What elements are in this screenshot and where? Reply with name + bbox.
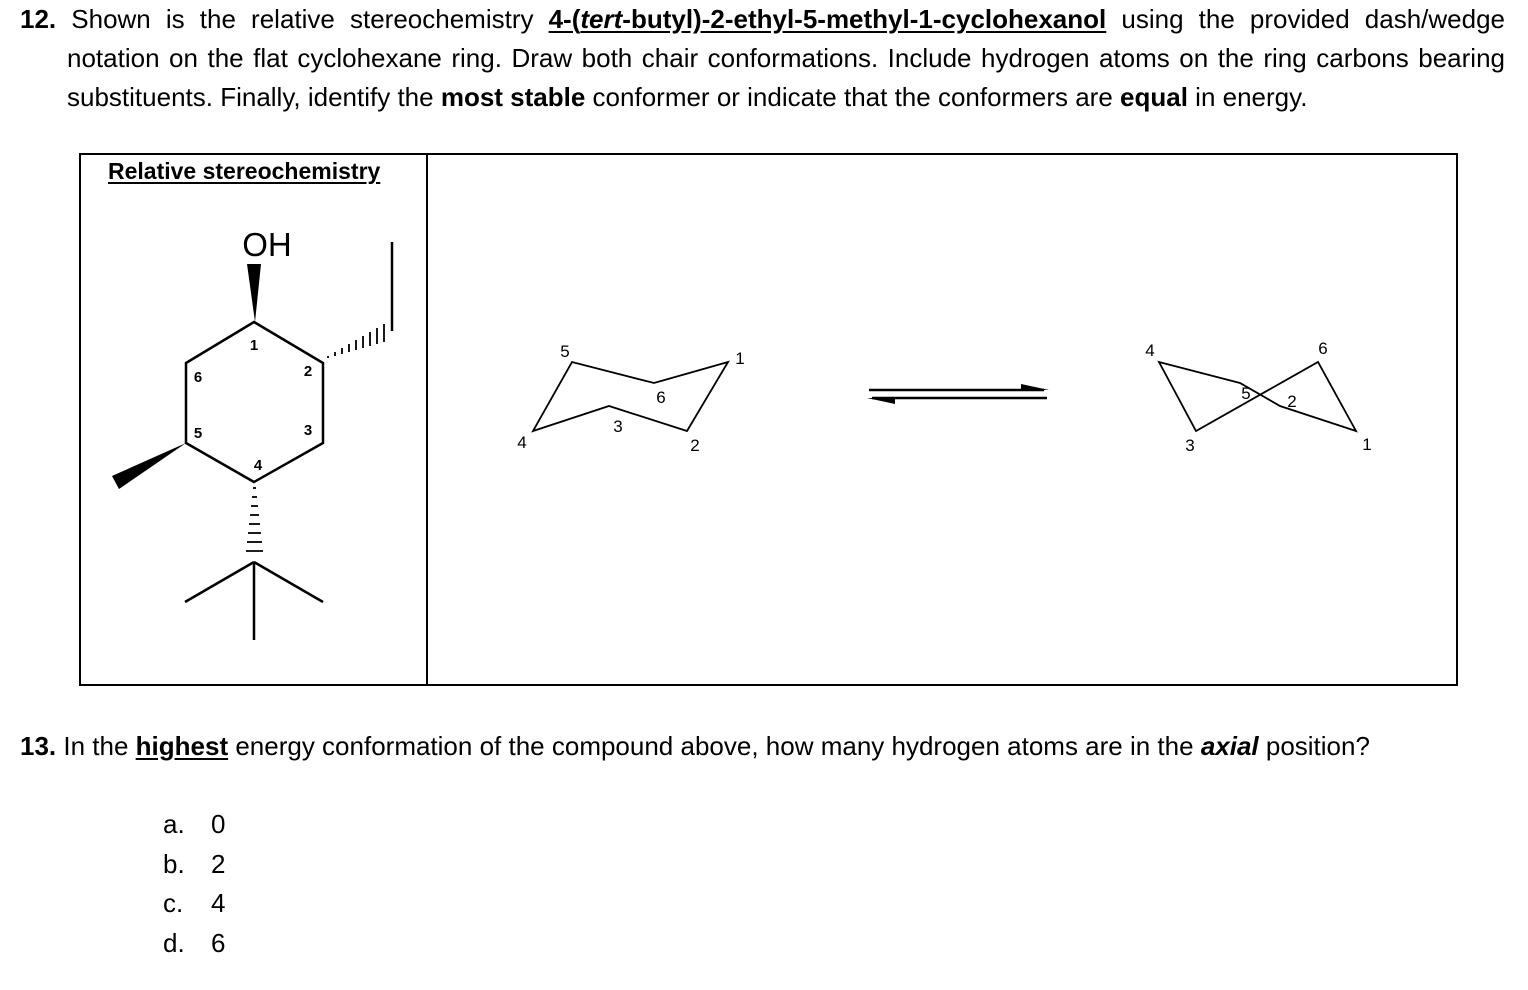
question-13 (20, 727, 1505, 766)
oh-wedge-bond (247, 264, 261, 322)
flat-cyclohexane-structure (112, 242, 392, 640)
choice-c-value: 4 (211, 888, 226, 918)
flat-ring-number-2: 2 (303, 363, 313, 380)
compound-part-b: -butyl)-2-ethyl-5-methyl-1-cyclohexanol (622, 4, 1107, 34)
question-12-number: 12. (20, 4, 57, 34)
most-stable-text: most stable (440, 82, 586, 112)
choice-a-value: 0 (211, 809, 226, 839)
choice-a[interactable] (163, 805, 225, 845)
tert-butyl-hash-bond (246, 488, 263, 551)
ethyl-hash-bond (328, 324, 384, 358)
question-13-text-b: energy conformation of the compound above, how many hydrogen atoms are in the (228, 731, 1201, 761)
flat-ring-number-1: 1 (249, 337, 259, 354)
forward-arrow-head (1021, 384, 1049, 390)
chair-right-number-3: 3 (1185, 436, 1195, 455)
question-12-text-c: conformer or indicate that the conformers are (585, 82, 1121, 112)
chair-left-number-4: 4 (517, 433, 527, 452)
chair-right-number-4: 4 (1145, 341, 1155, 360)
choice-c[interactable] (163, 884, 225, 924)
relative-stereochemistry-title: Relative stereochemistry (108, 158, 381, 184)
flat-ring-number-6: 6 (193, 369, 203, 386)
flat-ring-number-3: 3 (303, 422, 313, 439)
compound-part-a: 4-( (548, 4, 581, 34)
methyl-wedge-bond (112, 443, 186, 489)
chair-left-number-1: 1 (735, 349, 745, 368)
flat-ring-number-4: 4 (253, 457, 263, 474)
question-13-text-c: position? (1258, 731, 1370, 761)
oh-label: OH (242, 226, 292, 263)
choice-d-value: 6 (211, 927, 226, 958)
choice-b-letter: b. (163, 848, 185, 879)
chair-left-number-6: 6 (656, 388, 666, 407)
chair-right-number-1: 1 (1362, 435, 1372, 454)
question-13-text-a: In the (56, 731, 136, 761)
chair-left-number-5: 5 (560, 342, 570, 361)
question-12-text-d: in energy. (1187, 82, 1308, 112)
axial-text: axial (1200, 731, 1259, 761)
chair-conformer-left (517, 342, 744, 455)
choice-d-letter: d. (163, 927, 185, 958)
chair-right-number-6: 6 (1318, 339, 1328, 358)
chair-right-ring (1159, 362, 1356, 431)
chair-left-number-3: 3 (613, 417, 623, 436)
answer-choices (163, 805, 225, 963)
chair-right-number-5: 5 (1241, 384, 1251, 403)
question-12-text-b: using the provided dash/wedge notation on the flat cyclohexane ring. Draw both chair conformations. Include hydrogen atoms on the ring carbons bearing substituents. Finally, identify the (67, 4, 1505, 112)
choice-c-letter: c. (163, 888, 184, 918)
highest-text: highest (135, 731, 229, 761)
flat-ring-number-5: 5 (193, 425, 203, 442)
chair-left-number-2: 2 (690, 436, 700, 455)
equilibrium-arrows (867, 384, 1049, 404)
choice-d[interactable] (163, 924, 225, 964)
choice-b[interactable] (163, 845, 225, 885)
chair-right-ring-inner-bonds (1196, 383, 1240, 431)
chair-conformer-right (1145, 339, 1371, 455)
equal-text: equal (1120, 82, 1188, 112)
reverse-arrow-head (867, 398, 895, 404)
question-12-text-a: Shown is the relative stereochemistry (56, 4, 549, 34)
chair-left-ring (533, 362, 728, 431)
tert-butyl-left-methyl (185, 562, 254, 602)
choice-a-letter: a. (163, 809, 185, 839)
flat-ring-numbers (194, 337, 312, 474)
chair-right-number-2: 2 (1287, 392, 1297, 411)
question-13-number: 13. (20, 731, 57, 761)
compound-tert: tert (580, 4, 623, 34)
tert-butyl-right-methyl (254, 562, 323, 602)
choice-b-value: 2 (211, 848, 226, 879)
